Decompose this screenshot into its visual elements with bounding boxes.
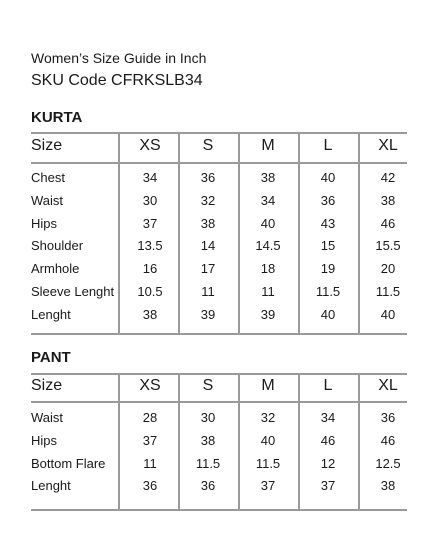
kurta-bottom-line xyxy=(31,333,407,335)
pant-row-label: Waist xyxy=(31,410,64,425)
kurta-size-s: S xyxy=(202,137,214,154)
kurta-row-label: Shoulder xyxy=(31,238,84,254)
pant-size-l: L xyxy=(323,377,333,394)
pant-cell-value: 46 xyxy=(380,432,396,448)
pant-cell-value: 40 xyxy=(260,432,276,448)
kurta-cell-value: 11 xyxy=(261,284,275,299)
pant-cell-value: 46 xyxy=(320,432,336,448)
pant-header-line xyxy=(31,401,407,403)
pant-row-label: Hips xyxy=(31,432,58,448)
pant-cell-value: 28 xyxy=(142,410,158,425)
kurta-cell-value: 16 xyxy=(142,261,158,277)
pant-size-xl: XL xyxy=(378,377,398,394)
guide-title: Women’s Size Guide in Inch xyxy=(31,50,207,66)
kurta-cell-value: 36 xyxy=(200,170,216,185)
kurta-cell-value: 38 xyxy=(142,306,158,322)
sku-code: SKU Code CFRKSLB34 xyxy=(31,72,203,89)
pant-top-line xyxy=(31,373,407,375)
pant-cell-value: 37 xyxy=(320,478,336,494)
kurta-cell-value: 20 xyxy=(380,261,396,277)
pant-cell-value: 36 xyxy=(200,478,216,494)
pant-cell-value: 12 xyxy=(320,455,336,471)
kurta-cell-value: 40 xyxy=(260,215,276,231)
pant-cell-value: 37 xyxy=(142,432,158,448)
kurta-cell-value: 40 xyxy=(380,306,396,322)
kurta-cell-value: 39 xyxy=(260,306,276,322)
kurta-size-xs: XS xyxy=(139,137,161,154)
pant-bottom-line xyxy=(31,509,407,511)
kurta-cell-value: 46 xyxy=(380,215,396,231)
kurta-column-divider xyxy=(358,132,360,333)
kurta-cell-value: 39 xyxy=(200,306,216,322)
kurta-cell-value: 43 xyxy=(320,215,336,231)
kurta-cell-value: 17 xyxy=(200,261,216,277)
kurta-cell-value: 11 xyxy=(201,284,215,299)
kurta-size-label: Size xyxy=(31,137,63,154)
pant-cell-value: 37 xyxy=(260,478,276,494)
kurta-row-label: Hips xyxy=(31,215,58,231)
kurta-cell-value: 13.5 xyxy=(137,238,163,254)
pant-cell-value: 11.5 xyxy=(195,455,221,471)
kurta-column-divider xyxy=(118,132,120,333)
kurta-row-label: Armhole xyxy=(31,261,80,277)
pant-cell-value: 36 xyxy=(142,478,158,494)
kurta-top-line xyxy=(31,132,407,134)
kurta-cell-value: 40 xyxy=(320,306,336,322)
pant-cell-value: 38 xyxy=(380,478,396,494)
pant-row-label: Lenght xyxy=(31,478,71,494)
pant-size-xs: XS xyxy=(139,377,161,394)
pant-cell-value: 34 xyxy=(320,410,336,425)
pant-size-m: M xyxy=(261,377,275,394)
pant-cell-value: 11 xyxy=(143,455,157,471)
pant-row-label: Bottom Flare xyxy=(31,455,106,471)
pant-cell-value: 12.5 xyxy=(375,455,401,471)
kurta-column-divider xyxy=(238,132,240,333)
kurta-cell-value: 11.5 xyxy=(375,284,401,299)
pant-column-divider xyxy=(118,373,120,509)
kurta-cell-value: 38 xyxy=(200,215,216,231)
kurta-cell-value: 30 xyxy=(142,192,158,208)
kurta-row-label: Lenght xyxy=(31,306,71,322)
kurta-cell-value: 11.5 xyxy=(315,284,341,299)
kurta-size-m: M xyxy=(261,137,275,154)
kurta-cell-value: 15.5 xyxy=(375,238,401,254)
kurta-cell-value: 40 xyxy=(320,170,336,185)
kurta-cell-value: 37 xyxy=(142,215,158,231)
kurta-header-line xyxy=(31,162,407,164)
kurta-cell-value: 36 xyxy=(320,192,336,208)
kurta-cell-value: 19 xyxy=(320,261,336,277)
pant-cell-value: 32 xyxy=(260,410,276,425)
kurta-size-l: L xyxy=(323,137,333,154)
pant-cell-value: 11.5 xyxy=(255,455,281,471)
pant-cell-value: 30 xyxy=(200,410,216,425)
kurta-cell-value: 34 xyxy=(260,192,276,208)
pant-size-s: S xyxy=(202,377,214,394)
kurta-row-label: Sleeve Lenght xyxy=(31,284,115,299)
kurta-column-divider xyxy=(178,132,180,333)
kurta-cell-value: 42 xyxy=(380,170,396,185)
kurta-cell-value: 14 xyxy=(200,238,216,254)
kurta-size-xl: XL xyxy=(378,137,398,154)
kurta-cell-value: 38 xyxy=(380,192,396,208)
kurta-heading: KURTA xyxy=(31,109,83,126)
pant-cell-value: 38 xyxy=(200,432,216,448)
kurta-cell-value: 34 xyxy=(142,170,158,185)
kurta-cell-value: 15 xyxy=(320,238,336,254)
kurta-cell-value: 32 xyxy=(200,192,216,208)
pant-size-label: Size xyxy=(31,377,63,394)
kurta-cell-value: 10.5 xyxy=(137,284,163,299)
kurta-column-divider xyxy=(298,132,300,333)
kurta-cell-value: 14.5 xyxy=(255,238,281,254)
kurta-cell-value: 38 xyxy=(260,170,276,185)
kurta-cell-value: 18 xyxy=(260,261,276,277)
kurta-row-label: Chest xyxy=(31,170,65,185)
pant-cell-value: 36 xyxy=(380,410,396,425)
kurta-row-label: Waist xyxy=(31,192,64,208)
pant-heading: PANT xyxy=(31,349,71,366)
